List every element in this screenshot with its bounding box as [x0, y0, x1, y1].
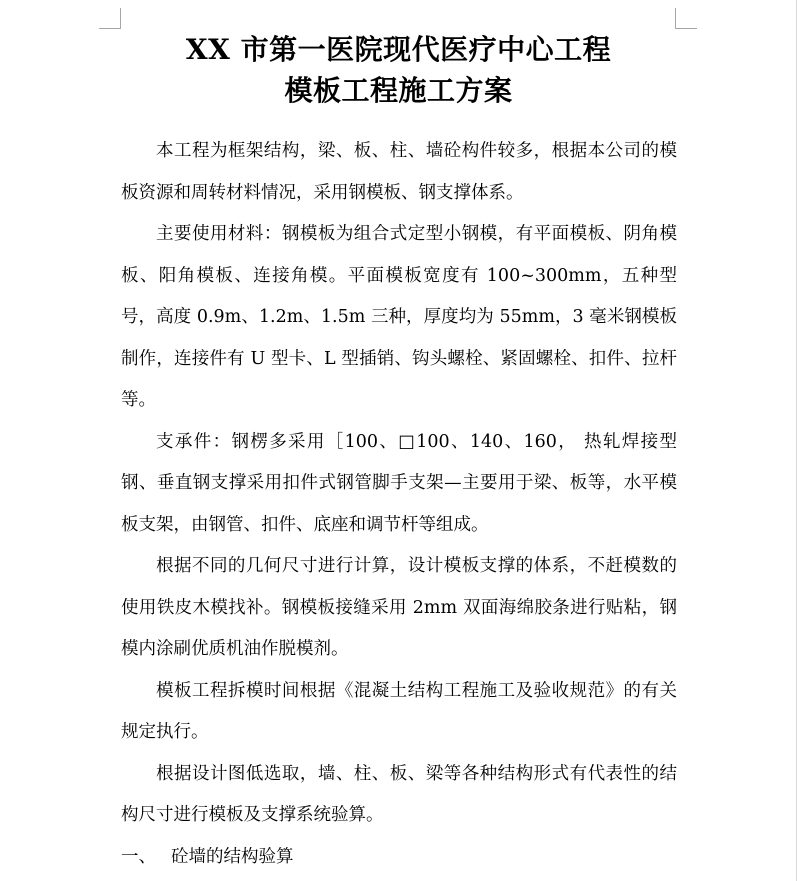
paragraph: 模板工程拆模时间根据《混凝土结构工程施工及验收规范》的有关规定执行。 — [121, 680, 677, 742]
crop-mark-top-left — [120, 8, 121, 29]
crop-mark-top-right — [675, 28, 697, 29]
paragraph: 支承件：钢楞多采用［100、□100、140、160， 热轧焊接型钢、垂直钢支撑采用扣件式钢管脚手支架—主要用于梁、板等，水平模板支架，由钢管、扣件、底座和调节杆等组成。 — [121, 431, 677, 535]
paragraph: 根据不同的几何尺寸进行计算，设计模板支撑的体系，不赶模数的使用铁皮木模找补。钢模板接缝采用 2mm 双面海绵胶条进行贴粘，钢模内涂刷优质机油作脱模剂。 — [121, 556, 677, 659]
paragraph: 根据设计图低选取，墙、柱、板、梁等各种结构形式有代表性的结构尺寸进行模板及支撑系统验算。 — [121, 763, 677, 825]
section-heading — [121, 837, 677, 879]
document-title-line1: XX 市第一医院现代医疗中心工程 — [185, 33, 612, 66]
paragraph: 本工程为框架结构，梁、板、柱、墙砼构件较多，根据本公司的模板资源和周转材料情况，采用钢模板、钢支撑体系。 — [121, 141, 677, 203]
section-heading-number: 一、 — [121, 846, 156, 867]
crop-mark-top-left — [99, 28, 121, 29]
section-heading-text: 砼墙的结构验算 — [171, 846, 294, 867]
crop-mark-top-right — [675, 8, 676, 29]
document-body — [121, 131, 677, 878]
paragraph: 主要使用材料：钢模板为组合式定型小钢模，有平面模板、阴角模板、阳角模板、连接角模。平面模板宽度有 100~300mm，五种型号，高度 0.9m、1.2m、1.5m 三种，厚度均为 55mm，3 毫米钢模板制作，连接件有 U 型卡、L 型插销、钩头螺栓、紧固螺栓、扣件、拉杆等。 — [121, 224, 677, 410]
document-title-line2: 模板工程施工方案 — [284, 74, 513, 107]
